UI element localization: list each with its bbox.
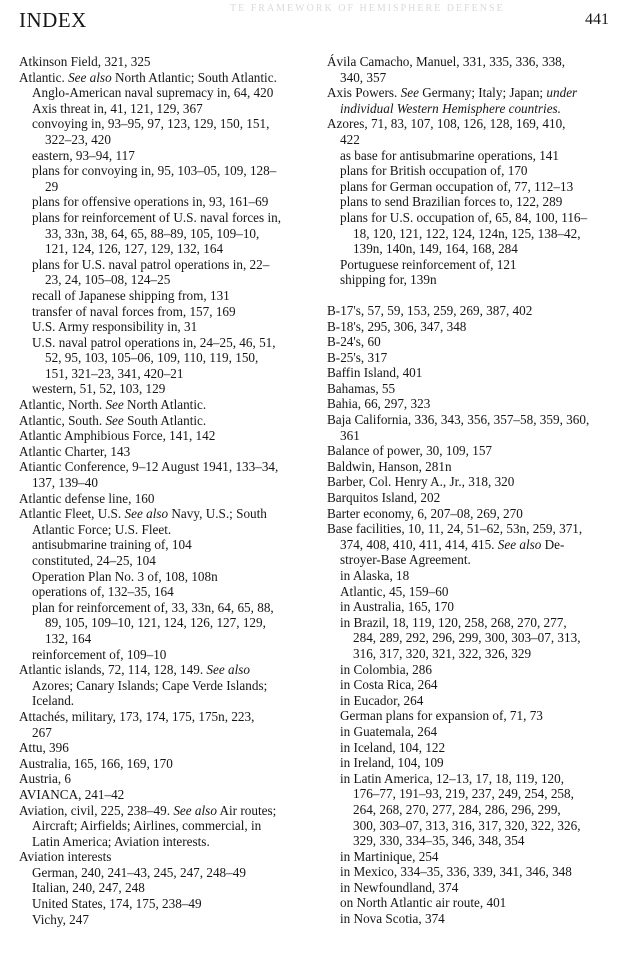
index-line [19, 553, 319, 569]
index-line [327, 163, 625, 179]
index-line [19, 148, 319, 164]
index-line [19, 569, 319, 585]
index-line [327, 646, 625, 662]
index-line [327, 241, 625, 257]
index-line [327, 70, 625, 86]
index-line [19, 818, 319, 834]
index-line [19, 584, 319, 600]
index-text: eastern, 93–94, 117 [32, 147, 135, 163]
index-text: Atlantic, North. [19, 397, 106, 413]
index-line [327, 849, 625, 865]
index-text: Atlantic defense line, 160 [19, 490, 155, 506]
index-line [19, 880, 319, 896]
index-line [19, 647, 319, 663]
index-text: in Mexico, 334–35, 336, 339, 341, 346, 348 [340, 864, 572, 880]
index-line [19, 631, 319, 647]
index-text: 18, 120, 121, 122, 124, 124n, 125, 138–42, [353, 225, 581, 241]
index-line [19, 803, 319, 819]
index-line [19, 491, 319, 507]
index-text: Bahia, 66, 297, 323 [327, 396, 431, 412]
index-text: Portuguese reinforcement of, 121 [340, 256, 517, 272]
index-text: plans for German occupation of, 77, 112–13 [340, 178, 574, 194]
index-text: 132, 164 [45, 630, 92, 646]
index-line [327, 54, 625, 70]
index-text: 23, 24, 105–08, 124–25 [45, 272, 171, 288]
index-line [327, 132, 625, 148]
index-text: Operation Plan No. 3 of, 108, 108n [32, 568, 218, 584]
index-text: 422 [340, 131, 360, 147]
index-text: in Colombia, 286 [340, 661, 432, 677]
cross-reference-italic: See also [68, 69, 112, 85]
index-text: Latin America; Aviation interests. [32, 833, 210, 849]
index-line [19, 272, 319, 288]
index-line [19, 522, 319, 538]
cross-reference-italic: See also [124, 506, 169, 522]
index-text: Air routes; [216, 802, 277, 818]
index-text: 329, 330, 334–35, 346, 348, 354 [353, 833, 525, 849]
index-line [19, 132, 319, 148]
index-line [19, 912, 319, 928]
index-text: Atlantic islands, 72, 114, 128, 149. [19, 662, 207, 678]
index-line [327, 506, 625, 522]
index-line [19, 709, 319, 725]
index-line [19, 756, 319, 772]
index-line [19, 350, 319, 366]
index-text: in Nova Scotia, 374 [340, 911, 445, 927]
index-text: AVIANCA, 241–42 [19, 786, 125, 802]
index-line [19, 693, 319, 709]
index-line [327, 334, 625, 350]
index-text: Atlantic, South. [19, 412, 106, 428]
index-line [327, 148, 625, 164]
index-text: plans for reinforcement of U.S. naval forces in, [32, 209, 282, 225]
index-line [327, 724, 625, 740]
index-text: Navy, U.S.; South [168, 506, 267, 522]
index-column-left [19, 54, 319, 927]
index-text: operations of, 132–35, 164 [32, 584, 174, 600]
index-text: western, 51, 52, 103, 129 [32, 381, 166, 397]
index-line [19, 459, 319, 475]
index-text: Baffin Island, 401 [327, 365, 423, 381]
index-text: 121, 124, 126, 127, 129, 132, 164 [45, 241, 224, 257]
index-text: antisubmarine training of, 104 [32, 537, 192, 553]
index-text: 316, 317, 320, 321, 322, 326, 329 [353, 645, 532, 661]
index-line [19, 397, 319, 413]
cross-reference-italic: under individual Western Hemisphere countries. [340, 85, 578, 116]
index-line [327, 537, 625, 553]
page-title: INDEX [19, 8, 87, 32]
index-text: reinforcement of, 109–10 [32, 646, 167, 662]
index-text: 264, 268, 270, 277, 284, 286, 296, 299, [353, 801, 561, 817]
index-text: plans for U.S. naval patrol operations in, 22– [32, 256, 270, 272]
index-text: 151, 321–23, 341, 420–21 [45, 365, 184, 381]
index-text: Barber, Col. Henry A., Jr., 318, 320 [327, 474, 515, 490]
index-line [327, 584, 625, 600]
index-line [327, 568, 625, 584]
index-line [19, 194, 319, 210]
index-line [327, 490, 625, 506]
index-line [19, 444, 319, 460]
index-line [327, 381, 625, 397]
index-line [327, 412, 625, 428]
index-line [327, 428, 625, 444]
cross-reference-italic: See [105, 397, 124, 413]
index-text: convoying in, 93–95, 97, 123, 129, 150, 151, [32, 116, 270, 132]
index-text: U.S. naval patrol operations in, 24–25, 46, 51, [32, 334, 276, 350]
index-text: 52, 95, 103, 105–06, 109, 110, 119, 150, [45, 350, 259, 366]
index-line [19, 678, 319, 694]
index-text: Atlantic, 45, 159–60 [340, 583, 449, 599]
index-text: 322–23, 420 [45, 131, 111, 147]
index-line [327, 615, 625, 631]
index-text: German, 240, 241–43, 245, 247, 248–49 [32, 864, 246, 880]
index-line [19, 54, 319, 70]
index-line [19, 896, 319, 912]
index-text: Atlantic Fleet, U.S. [19, 506, 125, 522]
index-line [19, 849, 319, 865]
cross-reference-italic: See also [173, 802, 217, 818]
index-line [19, 288, 319, 304]
index-text: Azores, 71, 83, 107, 108, 126, 128, 169, 410, [327, 116, 566, 132]
index-line [327, 194, 625, 210]
index-line [19, 537, 319, 553]
page-number: 441 [585, 11, 609, 28]
index-line [327, 599, 625, 615]
index-text: Barquitos Island, 202 [327, 490, 441, 506]
index-line [327, 459, 625, 475]
bleed-through-text: TE FRAMEWORK OF HEMISPHERE DEFENSE [230, 3, 505, 14]
index-text: U.S. Army responsibility in, 31 [32, 319, 198, 335]
index-line [327, 474, 625, 490]
index-line [327, 85, 625, 116]
index-line [327, 303, 625, 319]
index-line [327, 396, 625, 412]
index-line [19, 506, 319, 522]
index-line [19, 600, 319, 616]
index-text: plans to send Brazilian forces to, 122, 289 [340, 194, 563, 210]
index-line [19, 662, 319, 678]
index-line [19, 241, 319, 257]
index-text: Baldwin, Hanson, 281n [327, 458, 452, 474]
index-text: in Iceland, 104, 122 [340, 739, 446, 755]
index-line [327, 833, 625, 849]
index-text: 361 [340, 427, 360, 443]
index-text: German plans for expansion of, 71, 73 [340, 708, 543, 724]
index-text: De- [541, 536, 565, 552]
index-text: as base for antisubmarine operations, 141 [340, 147, 559, 163]
index-text: 29 [45, 178, 59, 194]
index-text: Baja California, 336, 343, 356, 357–58, 359, 360, [327, 412, 590, 428]
index-text: 284, 289, 292, 296, 299, 300, 303–07, 313, [353, 630, 581, 646]
index-line [19, 163, 319, 179]
index-text: plans for U.S. occupation of, 65, 84, 100, 116– [340, 209, 588, 225]
index-text: Atkinson Field, 321, 325 [19, 54, 151, 69]
index-text: in Ireland, 104, 109 [340, 755, 444, 771]
index-line [327, 630, 625, 646]
index-line [19, 725, 319, 741]
index-text: South Atlantic. [123, 412, 207, 428]
index-line [327, 210, 625, 226]
index-text: in Brazil, 18, 119, 120, 258, 268, 270, 277, [340, 614, 567, 630]
index-line [327, 693, 625, 709]
index-text: Axis threat in, 41, 121, 129, 367 [32, 100, 203, 116]
index-line [19, 85, 319, 101]
index-text: recall of Japanese shipping from, 131 [32, 287, 230, 303]
index-text: Ávila Camacho, Manuel, 331, 335, 336, 338, [327, 54, 566, 69]
index-line [19, 428, 319, 444]
index-line [327, 802, 625, 818]
index-column-right [327, 54, 625, 927]
index-text: 137, 139–40 [32, 475, 98, 491]
index-line [327, 116, 625, 132]
index-line [19, 366, 319, 382]
index-text: Balance of power, 30, 109, 157 [327, 443, 493, 459]
index-line [19, 413, 319, 429]
index-text: 139n, 140n, 149, 164, 168, 284 [353, 241, 518, 257]
index-text: in Eucador, 264 [340, 692, 424, 708]
index-text: 89, 105, 109–10, 121, 124, 126, 127, 129, [45, 615, 266, 631]
index-text: in Australia, 165, 170 [340, 599, 454, 615]
index-text: 176–77, 191–93, 219, 237, 249, 254, 258, [353, 786, 574, 802]
index-line [327, 818, 625, 834]
index-line [327, 755, 625, 771]
index-text: United States, 174, 175, 238–49 [32, 896, 202, 912]
index-text: shipping for, 139n [340, 272, 437, 288]
index-text: 267 [32, 724, 52, 740]
index-text: Austria, 6 [19, 771, 72, 787]
index-line [19, 179, 319, 195]
index-text: Vichy, 247 [32, 911, 89, 927]
index-text: Atlantic Charter, 143 [19, 443, 131, 459]
index-line [327, 677, 625, 693]
index-text: in Latin America, 12–13, 17, 18, 119, 120, [340, 770, 565, 786]
index-text: Attachés, military, 173, 174, 175, 175n, 223, [19, 708, 255, 724]
index-text: North Atlantic. [123, 397, 207, 413]
index-text: in Guatemala, 264 [340, 723, 438, 739]
index-text: 300, 303–07, 313, 316, 317, 320, 322, 326, [353, 817, 581, 833]
index-line [19, 210, 319, 226]
index-text: 374, 408, 410, 411, 414, 415. [340, 536, 498, 552]
index-line [327, 786, 625, 802]
index-line [19, 771, 319, 787]
index-line [327, 319, 625, 335]
index-line [327, 179, 625, 195]
index-text: Barter economy, 6, 207–08, 269, 270 [327, 505, 523, 521]
index-line [327, 708, 625, 724]
index-line [327, 257, 625, 273]
index-text: Axis Powers. [327, 85, 401, 101]
index-line [19, 475, 319, 491]
index-text: Germany; Italy; Japan; [418, 85, 547, 101]
index-text: B-24's, 60 [327, 334, 381, 350]
index-line [327, 895, 625, 911]
index-text: North Atlantic; South Atlantic. [111, 69, 277, 85]
index-line [327, 771, 625, 787]
cross-reference-italic: See [400, 85, 419, 101]
index-text: plans for British occupation of, 170 [340, 163, 528, 179]
index-line [327, 365, 625, 381]
index-text: in Costa Rica, 264 [340, 677, 438, 693]
index-text: plan for reinforcement of, 33, 33n, 64, 65, 88, [32, 599, 274, 615]
index-line [327, 864, 625, 880]
index-line [19, 834, 319, 850]
index-text: Base facilities, 10, 11, 24, 51–62, 53n, 259, 371, [327, 521, 583, 537]
index-text: in Newfoundland, 374 [340, 879, 459, 895]
index-text: Atlantic Force; U.S. Fleet. [32, 521, 172, 537]
index-text: Attu, 396 [19, 740, 69, 756]
index-line [19, 335, 319, 351]
index-line [327, 740, 625, 756]
index-line [19, 304, 319, 320]
index-line [19, 70, 319, 86]
index-line [327, 350, 625, 366]
index-text: 33, 33n, 38, 64, 65, 88–89, 105, 109–10, [45, 225, 260, 241]
index-line [327, 880, 625, 896]
index-text: Atlantic Amphibious Force, 141, 142 [19, 428, 216, 444]
index-line [327, 662, 625, 678]
index-text: Aviation interests [19, 849, 112, 865]
index-line [19, 226, 319, 242]
index-line [327, 911, 625, 927]
index-text: Anglo-American naval supremacy in, 64, 420 [32, 85, 274, 101]
index-text: 340, 357 [340, 69, 387, 85]
index-text: Atiantic Conference, 9–12 August 1941, 133–34, [19, 459, 279, 475]
index-line [327, 226, 625, 242]
index-text: Azores; Canary Islands; Cape Verde Islands; [32, 677, 268, 693]
index-line [19, 101, 319, 117]
index-text: transfer of naval forces from, 157, 169 [32, 303, 236, 319]
index-line [19, 257, 319, 273]
index-line [19, 787, 319, 803]
section-gap [327, 288, 625, 303]
index-text: Aviation, civil, 225, 238–49. [19, 802, 174, 818]
index-text: B-17's, 57, 59, 153, 259, 269, 387, 402 [327, 302, 533, 318]
index-line [19, 865, 319, 881]
index-text: Aircraft; Airfields; Airlines, commercial, in [32, 818, 262, 834]
index-text: constituted, 24–25, 104 [32, 553, 156, 568]
index-line [19, 740, 319, 756]
index-text: in Martinique, 254 [340, 848, 439, 864]
index-text: stroyer-Base Agreement. [340, 552, 471, 568]
index-text: on North Atlantic air route, 401 [340, 895, 507, 911]
index-line [19, 116, 319, 132]
index-text: Bahamas, 55 [327, 380, 396, 396]
index-text: Atlantic. [19, 69, 69, 85]
index-line [327, 443, 625, 459]
index-line [19, 381, 319, 397]
cross-reference-italic: See [105, 412, 124, 428]
index-line [19, 319, 319, 335]
cross-reference-italic: See also [497, 536, 542, 552]
cross-reference-italic: See also [206, 662, 251, 678]
index-text: plans for offensive operations in, 93, 161–69 [32, 194, 269, 210]
index-text: B-18's, 295, 306, 347, 348 [327, 318, 467, 334]
index-line [327, 272, 625, 288]
index-text: in Alaska, 18 [340, 568, 410, 583]
index-text: Australia, 165, 166, 169, 170 [19, 755, 173, 771]
index-text: B-25's, 317 [327, 349, 388, 365]
index-text: Iceland. [32, 693, 75, 709]
index-text: plans for convoying in, 95, 103–05, 109, 128– [32, 163, 277, 179]
index-line [327, 521, 625, 537]
index-line [327, 552, 625, 568]
index-line [19, 615, 319, 631]
index-text: Italian, 240, 247, 248 [32, 880, 145, 896]
